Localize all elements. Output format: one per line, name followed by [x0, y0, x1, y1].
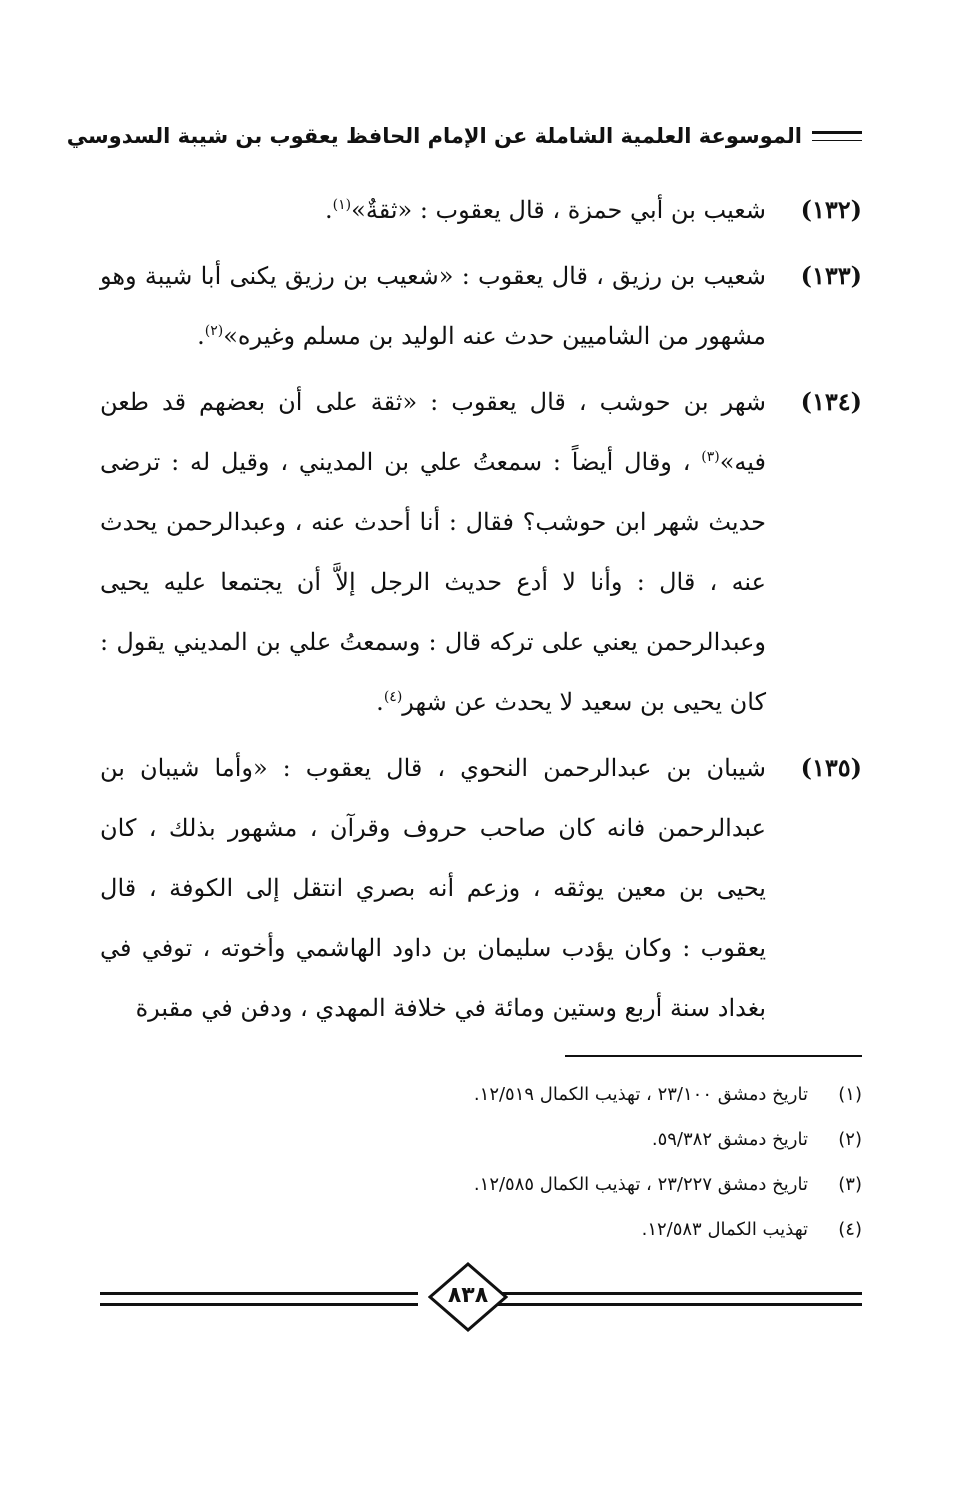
entry-tail: .: [197, 322, 205, 350]
footnote-item: [100, 1207, 862, 1252]
entry-number: (١٣٤): [800, 387, 862, 416]
entry-number: (١٣٣): [800, 261, 862, 290]
footnote-ref: (٢): [204, 323, 224, 339]
entry-tail: ، وقال أيضاً : سمعتُ علي بن المديني ، وقيل له : ترضى حديث شهر ابن حوشب؟ فقال : أنا أحدث عنه ، وعبدالرحمن يحدث عنه ، قال : وأنا لا أدع حديث الرجل إلاَّ أن يجتمعا عليه يحيى وعبدالرحمن يعني على تركه قال : وسمعتُ علي بن المديني يقول : كان يحيى بن سعيد لا يحدث عن شهر: [100, 448, 766, 716]
entry-body: شيبان بن عبدالرحمن النحوي ، قال يعقوب : «وأما شيبان بن عبدالرحمن فانه كان صاحب حروف وقرآن ، مشهور بذلك ، كان يحيى بن معين يوثقه ، وزعم أنه بصري انتقل إلى الكوفة ، قال يعقوب : وكان يؤدب سليمان بن داود الهاشمي وأخوته ، توفي في بغداد سنة أربع وستين ومائة في خلافة المهدي ، ودفن في مقبرة: [100, 754, 766, 1022]
footnote-text: تاريخ دمشق ٢٣/٢٢٧ ، تهذيب الكمال ١٢/٥٨٥.: [473, 1174, 808, 1195]
entry-text: [100, 180, 766, 240]
entry-number: (١٣٥): [800, 753, 862, 782]
footnote-text: تاريخ دمشق ٥٩/٣٨٢.: [651, 1129, 808, 1150]
footnote-number: (٣): [838, 1174, 862, 1195]
footnote-text: تهذيب الكمال ١٢/٥٨٣.: [641, 1219, 808, 1240]
footnote-separator: [565, 1055, 862, 1057]
page-rule-right: [494, 1292, 862, 1306]
footnote-item: [100, 1072, 862, 1117]
entry-text: [100, 738, 766, 1038]
footnote-text: تاريخ دمشق ٢٣/١٠٠ ، تهذيب الكمال ١٢/٥١٩.: [473, 1084, 808, 1105]
entry-number: (١٣٢): [800, 195, 862, 224]
entry-body: شعيب بن أبي حمزة ، قال يعقوب : «ثقةٌ»: [351, 196, 766, 224]
footnote-number: (٤): [838, 1219, 862, 1240]
entry-133: [100, 246, 862, 366]
footnote-number: (١): [838, 1084, 862, 1105]
page-number-bar: [100, 1262, 862, 1332]
entry-tail: .: [325, 196, 333, 224]
footnote-ref: (١): [332, 197, 352, 213]
footnotes: [100, 1072, 862, 1252]
footnote-number: (٢): [838, 1129, 862, 1150]
entries-list: [100, 180, 862, 1044]
entry-body: شعيب بن رزيق ، قال يعقوب : «شعيب بن رزيق يكنى أبا شيبة وهو مشهور من الشاميين حدث عنه الوليد بن مسلم وغيره»: [100, 262, 766, 350]
entry-body: شهر بن حوشب ، قال يعقوب : «ثقة على أن بعضهم قد طعن فيه»: [100, 388, 766, 476]
page-number: ٨٣٨: [447, 1283, 489, 1308]
running-header: [66, 116, 862, 156]
entry-134: [100, 372, 862, 732]
entry-tail: .: [376, 688, 384, 716]
header-rule-right: [812, 131, 862, 141]
footnote-ref: (٣): [701, 449, 720, 465]
entry-text: [100, 372, 766, 732]
entry-135: [100, 738, 862, 1038]
entry-132: [100, 180, 862, 240]
header-title: الموسوعة العلمية الشاملة عن الإمام الحافظ يعقوب بن شيبة السدوسي: [66, 124, 802, 148]
footnote-item: [100, 1162, 862, 1207]
entry-text: [100, 246, 766, 366]
page-rule-left: [100, 1292, 418, 1306]
footnote-ref: (٤): [383, 689, 403, 705]
footnote-item: [100, 1117, 862, 1162]
